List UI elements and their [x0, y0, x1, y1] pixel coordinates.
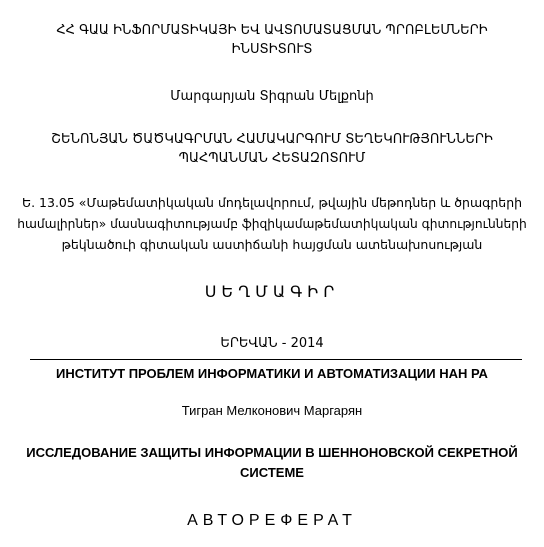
- armenian-document-type: ՍԵՂՄԱԳԻՐ: [204, 282, 340, 301]
- armenian-author-name: Մարգարյան Տիգրան Մելքոնի: [170, 89, 374, 104]
- russian-author-name: Тигран Мелконович Маргарян: [181, 403, 363, 418]
- section-divider: [30, 359, 522, 360]
- armenian-specialty-line-3: թեկնածուի գիտական աստիճանի հայցման ատենախոսության: [61, 237, 483, 252]
- armenian-title-line-2: ՊԱՀՊԱՆՄԱՆ ՀԵՏԱԶՈՏՈՒՄ: [178, 151, 366, 166]
- armenian-city-year: ԵՐԵՎԱՆ - 2014: [220, 336, 324, 351]
- russian-document-type: АВТОРЕФЕРАТ: [187, 512, 357, 529]
- russian-title-line-1: ИССЛЕДОВАНИЕ ЗАЩИТЫ ИНФОРМАЦИИ В ШЕННОНОВСКОЙ СЕКРЕТНОЙ: [26, 445, 518, 460]
- armenian-institute-line-1: ՀՀ ԳԱԱ ԻՆՖՈՐՄԱՏԻԿԱՅԻ ԵՎ ԱՎՏՈՄԱՏԱՑՄԱՆ ՊՐՈԲԼԵՄՆԵՐԻ: [56, 23, 488, 38]
- russian-institute: ИНСТИТУТ ПРОБЛЕМ ИНФОРМАТИКИ И АВТОМАТИЗАЦИИ НАН РА: [56, 366, 488, 381]
- armenian-specialty-line-1: Ե. 13.05 «Մաթեմատիկական մոդելավորում, թվային մեթոդներ և ծրագրերի: [21, 195, 523, 210]
- russian-title-line-2: СИСТЕМЕ: [240, 465, 304, 480]
- armenian-specialty-line-2: համալիրներ» մասնագիտությամբ ֆիզիկամաթեմատիկական գիտությունների: [17, 217, 527, 231]
- armenian-institute-line-2: ԻՆՍՏԻՏՈՒՏ: [231, 42, 313, 57]
- armenian-title-line-1: ՇԵՆՈՆՅԱՆ ԾԱԾԿԱԳՐՄԱՆ ՀԱՄԱԿԱՐԳՈՒՄ ՏԵՂԵԿՈՒԹՅՈՒՆՆԵՐԻ: [51, 132, 493, 147]
